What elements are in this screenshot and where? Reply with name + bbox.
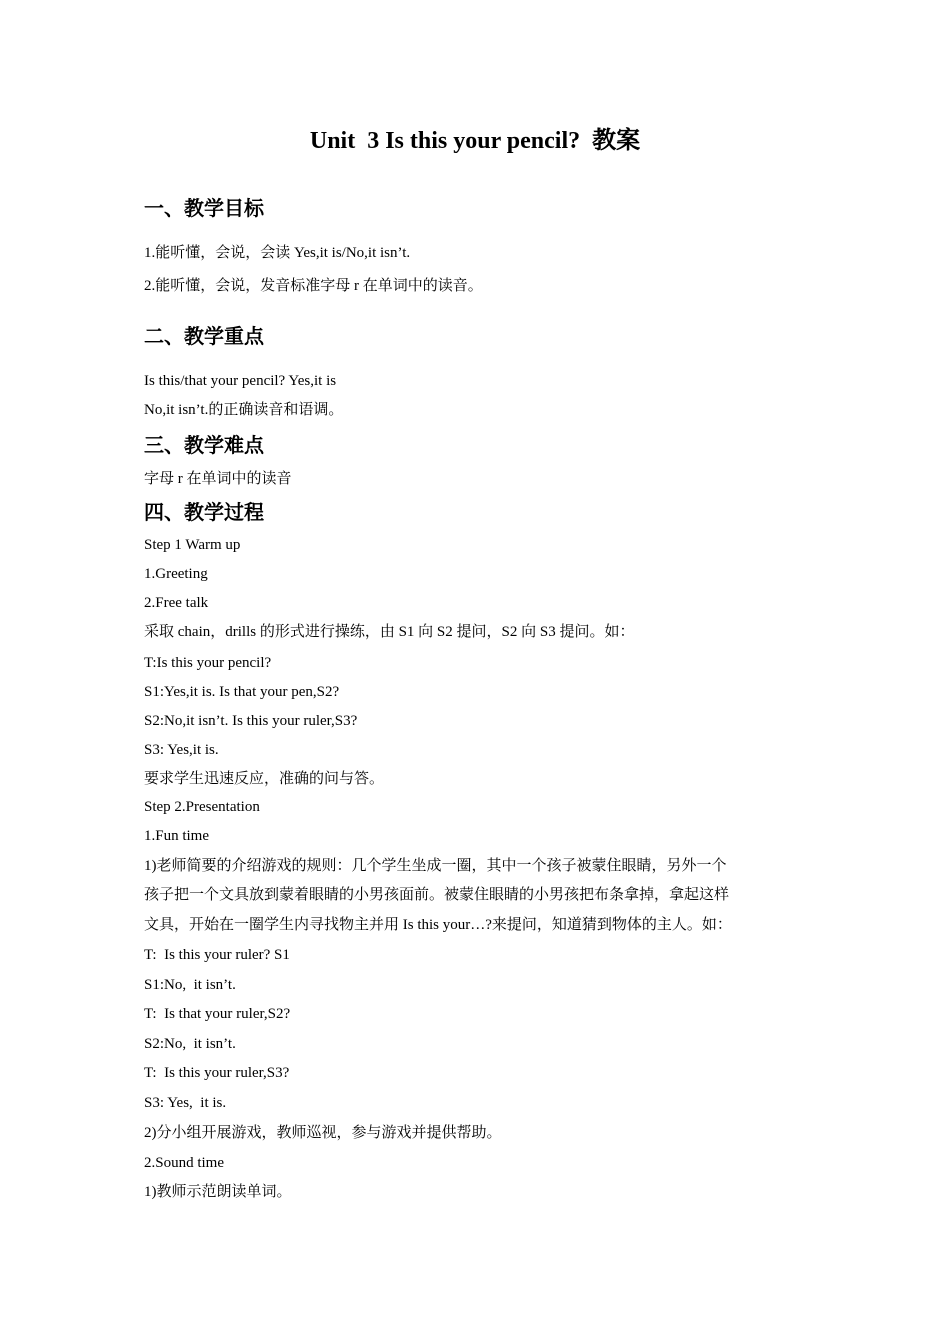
- process-line: T: Is that your ruler,S2?: [144, 1006, 291, 1022]
- process-line: Step 2.Presentation: [144, 799, 260, 815]
- process-line: 文具，开始在一圈学生内寻找物主并用 Is this your…?来提问，知道猜到物体的主人。如：: [144, 917, 732, 933]
- process-line: T: Is this your ruler? S1: [144, 947, 290, 963]
- objective-line-2: 2.能听懂，会说，发音标准字母 r 在单词中的读音。: [144, 278, 483, 294]
- process-line: T: Is this your ruler,S3?: [144, 1065, 290, 1081]
- process-line: S3: Yes,it is.: [144, 742, 219, 758]
- process-line: 1.Fun time: [144, 828, 210, 844]
- key-point-line-2: No,it isn’t.的正确读音和语调。: [144, 402, 344, 418]
- difficulty-line-1: 字母 r 在单词中的读音: [144, 471, 292, 487]
- section-heading-key-points: 二、教学重点: [144, 324, 264, 348]
- process-line: 2.Free talk: [144, 595, 209, 611]
- key-point-line-1: Is this/that your pencil? Yes,it is: [144, 373, 337, 389]
- process-line: 2.Sound time: [144, 1155, 225, 1171]
- process-line: T:Is this your pencil?: [144, 655, 272, 671]
- process-line: S2:No, it isn’t.: [144, 1036, 236, 1052]
- process-line: S1:Yes,it is. Is that your pen,S2?: [144, 684, 340, 700]
- section-heading-process: 四、教学过程: [144, 500, 264, 524]
- document-title: Unit 3 Is this your pencil? 教案: [309, 128, 641, 154]
- process-line: 1)老师简要的介绍游戏的规则：几个学生坐成一圈，其中一个孩子被蒙住眼睛，另外一个: [144, 858, 727, 874]
- process-line: 要求学生迅速反应，准确的问与答。: [144, 771, 385, 787]
- process-line: S2:No,it isn’t. Is this your ruler,S3?: [144, 713, 358, 729]
- process-line: 1.Greeting: [144, 566, 208, 582]
- process-line: 采取 chain，drills 的形式进行操练，由 S1 向 S2 提问，S2 向 S3 提问。如：: [144, 624, 635, 640]
- process-line: Step 1 Warm up: [144, 537, 241, 553]
- process-line: S1:No, it isn’t.: [144, 977, 236, 993]
- section-heading-objectives: 一、教学目标: [144, 196, 264, 220]
- objective-line-1: 1.能听懂，会说，会读 Yes,it is/No,it isn’t.: [144, 245, 411, 261]
- section-heading-difficulties: 三、教学难点: [144, 433, 264, 457]
- process-line: 1)教师示范朗读单词。: [144, 1184, 292, 1200]
- process-line: 2)分小组开展游戏，教师巡视，参与游戏并提供帮助。: [144, 1125, 502, 1141]
- process-line: 孩子把一个文具放到蒙着眼睛的小男孩面前。被蒙住眼睛的小男孩把布条拿掉，拿起这样: [144, 887, 730, 903]
- process-line: S3: Yes, it is.: [144, 1095, 227, 1111]
